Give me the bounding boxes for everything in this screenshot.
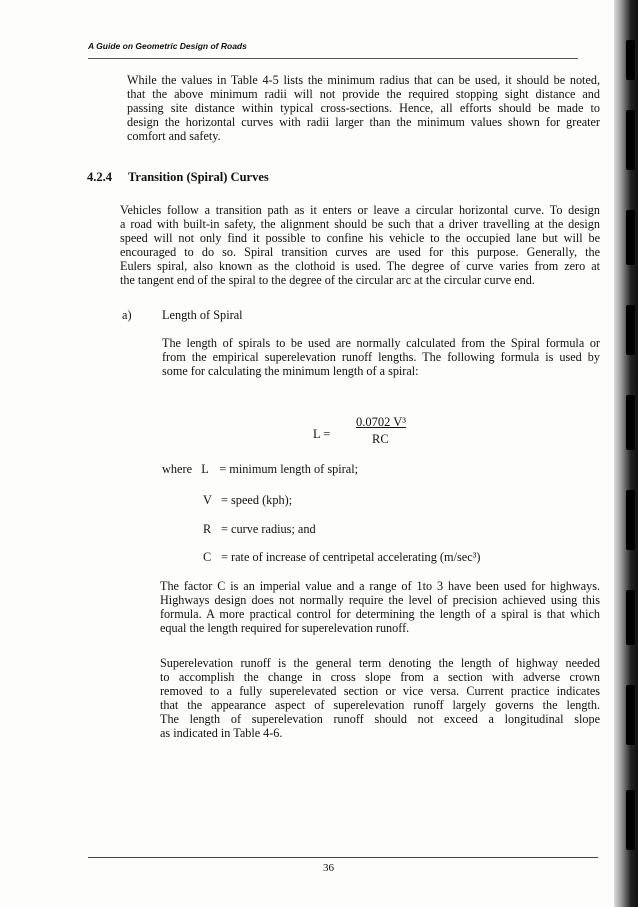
text-line: that the above minimum radii will not provide the required stopping sight distance and (127, 87, 600, 101)
text-line: some for calculating the minimum length of a spiral: (162, 364, 419, 378)
text-line: The length of superelevation runoff should not exceed a longitudinal slope (160, 712, 600, 726)
where-definition: = curve radius; and (221, 522, 316, 536)
where-symbol: L (201, 462, 209, 476)
where-symbol: R (203, 522, 212, 536)
subsection-heading: Length of Spiral (162, 308, 243, 322)
text-line: to accomplish the change in cross slope from a section with adverse crown (160, 670, 600, 684)
text-line: Superelevation runoff is the general term denoting the length of highway needed (160, 656, 600, 670)
binding-mark (626, 395, 635, 450)
where-definition: = rate of increase of centripetal accelerating (m/sec³) (221, 550, 481, 564)
scanned-binding-edge (614, 0, 638, 907)
binding-mark (626, 110, 635, 170)
binding-mark (626, 590, 635, 645)
text-line: The length of spirals to be used are normally calculated from the Spiral formula or (162, 336, 600, 350)
where-symbol: V (203, 493, 212, 507)
text-line: the tangent end of the spiral to the degree of the circular arc at the circular curve end. (120, 273, 535, 287)
page-number: 36 (323, 862, 334, 874)
binding-mark (626, 490, 635, 550)
formula-numerator: 0.0702 V³ (356, 415, 407, 429)
formula-lhs: L = (313, 427, 331, 441)
formula-denominator: RC (372, 432, 389, 446)
text-line: encouraged to do so. Spiral transition curves are used for this purpose. Generally, the (120, 245, 600, 259)
where-row-c (203, 550, 480, 565)
binding-mark (626, 790, 635, 850)
text-line: as indicated in Table 4-6. (160, 726, 283, 740)
running-header: A Guide on Geometric Design of Roads (88, 41, 247, 51)
text-line: While the values in Table 4-5 lists the minimum radius that can be used, it should be noted, (127, 73, 600, 87)
text-line: equal the length required for superelevation runoff. (160, 621, 410, 635)
where-definition: = minimum length of spiral; (219, 462, 359, 476)
where-row-l (162, 462, 358, 477)
text-line: comfort and safety. (127, 129, 221, 143)
subsection-letter: a) (122, 308, 132, 322)
binding-mark (626, 40, 635, 80)
text-line: formula. A more practical control for determining the length of a spiral is that which (160, 607, 600, 621)
text-line: Vehicles follow a transition path as it enters or leave a circular horizontal curve. To design (120, 203, 600, 217)
where-definition: = speed (kph); (221, 493, 293, 507)
text-line: removed to a fully superelevated section or vice versa. Current practice indicates (160, 684, 600, 698)
text-line: design the horizontal curves with radii larger than the minimum values shown for greater (127, 115, 600, 129)
section-number: 4.2.4 (87, 170, 112, 184)
section-heading: Transition (Spiral) Curves (128, 170, 269, 184)
binding-mark (626, 210, 635, 265)
text-line: that the appearance aspect of superelevation runoff largely governs the length. (160, 698, 600, 712)
binding-mark (626, 305, 635, 355)
text-line: Highways design does not normally require the level of precision achieved using this (160, 593, 600, 607)
text-line: passing site distance within typical cross-sections. Hence, all efforts should be made to (127, 101, 600, 115)
where-row-v (203, 493, 292, 508)
text-line: Eulers spiral, also known as the clothoid is used. The degree of curve varies from zero at (120, 259, 600, 273)
text-line: a road with built-in safety, the alignment should be such that a driver travelling at the design (120, 217, 600, 231)
where-label: where (162, 462, 193, 476)
binding-mark (626, 685, 635, 745)
header-rule (88, 58, 578, 59)
text-line: speed will not only find it possible to confine his vehicle to the occupied lane but will be (120, 231, 600, 245)
text-line: The factor C is an imperial value and a range of 1to 3 have been used for highways. (160, 579, 600, 593)
spiral-formula (313, 415, 473, 455)
where-row-r (203, 522, 316, 537)
text-line: from the empirical superelevation runoff lengths. The following formula is used by (162, 350, 600, 364)
footer-rule (88, 857, 598, 858)
where-symbol: C (203, 550, 212, 564)
